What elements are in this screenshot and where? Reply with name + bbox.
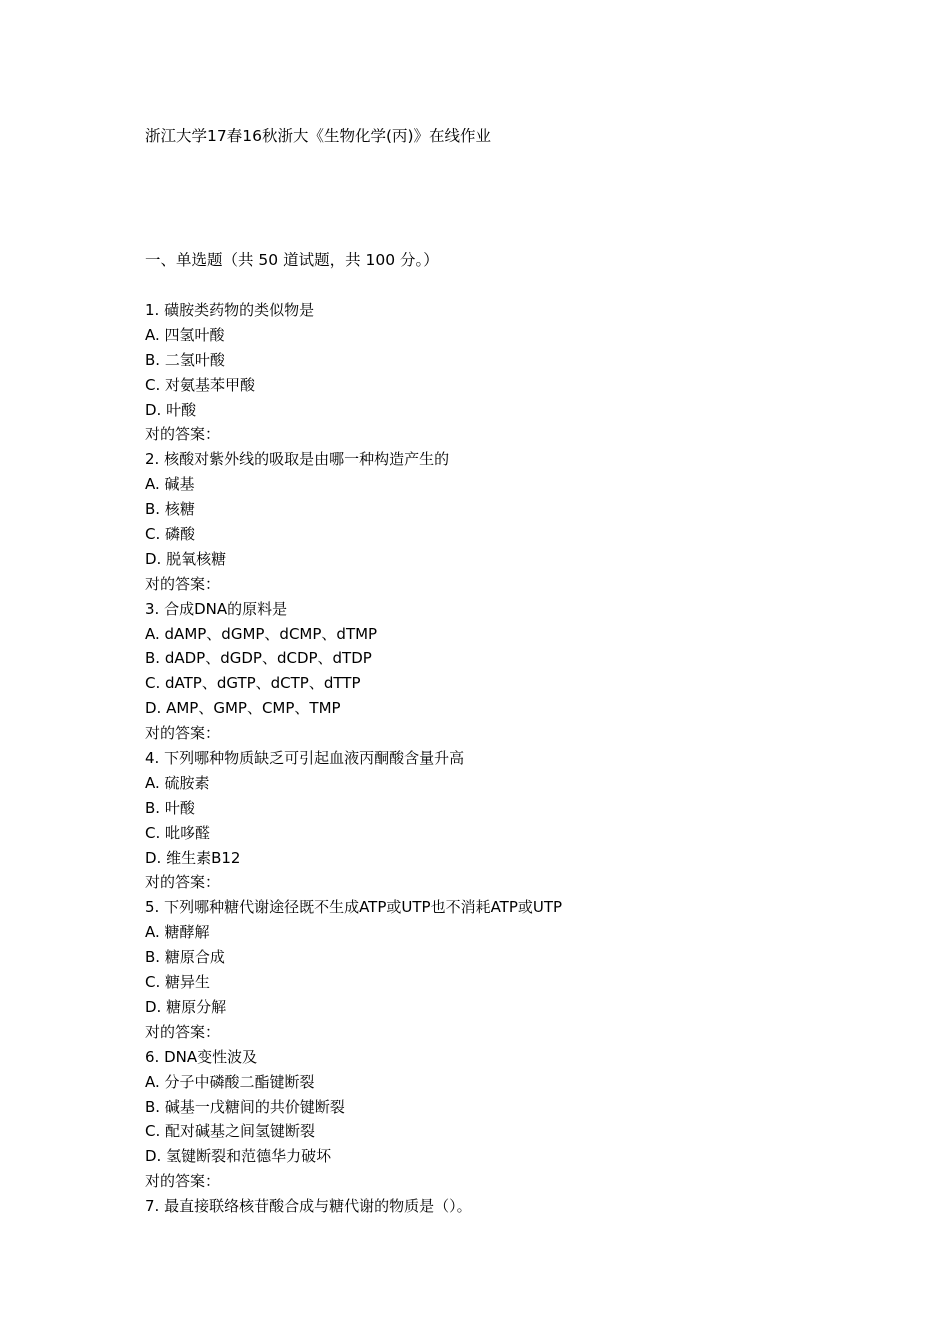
option-1d: D. 叶酸 bbox=[145, 400, 197, 419]
question-list bbox=[145, 298, 845, 1219]
option-5a: A. 糖酵解 bbox=[145, 923, 210, 942]
option-2c: C. 磷酸 bbox=[145, 525, 196, 544]
option-6b: B. 碱基一戊糖间的共价键断裂 bbox=[145, 1097, 345, 1116]
option-5c: C. 糖异生 bbox=[145, 973, 211, 992]
option-4d: D. 维生素B12 bbox=[145, 848, 241, 867]
option-4c: C. 吡哆醛 bbox=[145, 823, 211, 842]
option-2b: B. 核糖 bbox=[145, 500, 195, 519]
option-2a: A. 碱基 bbox=[145, 475, 195, 494]
option-2d: D. 脱氧核糖 bbox=[145, 549, 227, 568]
document-title: 浙江大学17春16秋浙大《生物化学(丙)》在线作业 bbox=[145, 127, 492, 145]
question-stem-1: 1. 磺胺类药物的类似物是 bbox=[145, 301, 315, 319]
question-stem-4: 4. 下列哪种物质缺乏可引起血液丙酮酸含量升高 bbox=[145, 749, 465, 768]
option-5d: D. 糖原分解 bbox=[145, 997, 227, 1016]
answer-label-2: 对的答案： bbox=[145, 574, 221, 593]
question-stem-2: 2. 核酸对紫外线的吸取是由哪一种构造产生的 bbox=[145, 450, 450, 469]
option-3b: B. dADP、dGDP、dCDP、dTDP bbox=[145, 649, 372, 668]
option-3c: C. dATP、dGTP、dCTP、dTTP bbox=[145, 674, 361, 693]
option-1a: A. 四氢叶酸 bbox=[145, 325, 225, 344]
question-stem-3: 3. 合成DNA的原料是 bbox=[145, 599, 288, 618]
option-6a: A. 分子中磷酸二酯键断裂 bbox=[145, 1072, 315, 1091]
option-1c: C. 对氨基苯甲酸 bbox=[145, 375, 256, 394]
option-3a: A. dAMP、dGMP、dCMP、dTMP bbox=[145, 624, 378, 643]
option-3d: D. AMP、GMP、CMP、TMP bbox=[145, 699, 341, 718]
question-stem-7: 7. 最直接联络核苷酸合成与糖代谢的物质是（）。 bbox=[145, 1197, 472, 1216]
option-4a: A. 硫胺素 bbox=[145, 773, 210, 792]
answer-label-6: 对的答案： bbox=[145, 1172, 221, 1191]
answer-label-4: 对的答案： bbox=[145, 873, 221, 892]
option-1b: B. 二氢叶酸 bbox=[145, 350, 225, 369]
question-stem-6: 6. DNA变性波及 bbox=[145, 1047, 258, 1066]
option-4b: B. 叶酸 bbox=[145, 798, 195, 817]
option-6d: D. 氢键断裂和范德华力破坏 bbox=[145, 1147, 332, 1166]
answer-label-3: 对的答案： bbox=[145, 724, 221, 743]
answer-label-1: 对的答案： bbox=[145, 425, 221, 444]
section-heading: 一、单选题（共 50 道试题，共 100 分。） bbox=[145, 251, 439, 269]
option-5b: B. 糖原合成 bbox=[145, 948, 225, 967]
option-6c: C. 配对碱基之间氢键断裂 bbox=[145, 1122, 316, 1141]
answer-label-5: 对的答案： bbox=[145, 1022, 221, 1041]
question-stem-5: 5. 下列哪种糖代谢途径既不生成ATP或UTP也不消耗ATP或UTP bbox=[145, 898, 563, 917]
